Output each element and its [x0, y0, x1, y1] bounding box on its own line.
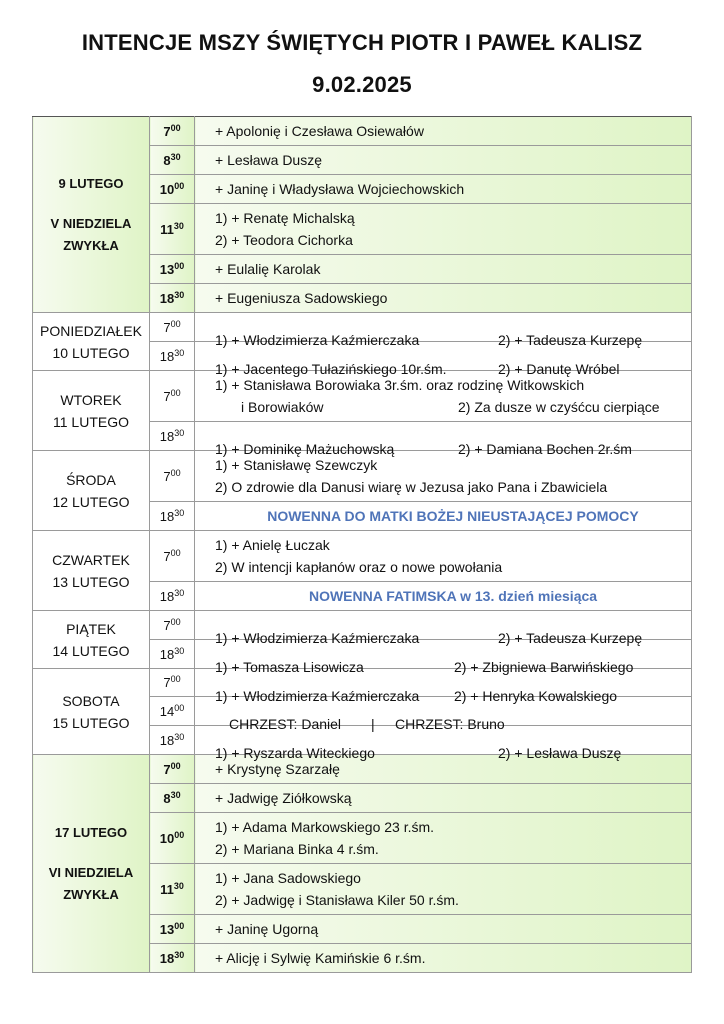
table-row	[33, 371, 692, 422]
intention-cell: + Lesława Duszę	[195, 146, 692, 175]
mass-time: $18^{30}$	[150, 726, 195, 755]
mass-time: $7^{00}$	[150, 451, 195, 502]
day-cell-wednesday: ŚRODA 12 LUTEGO	[33, 451, 150, 531]
table-row	[33, 313, 692, 342]
intention-cell: 1) + Jana Sadowskiego 2) + Jadwigę i Stanisława Kiler 50 r.śm.	[195, 864, 692, 915]
mass-time: $7^{00}$	[150, 313, 195, 342]
intention-cell: + Alicję i Sylwię Kamińskie 6 r.śm.	[195, 944, 692, 973]
novena-cell: NOWENNA FATIMSKA w 13. dzień miesiąca	[195, 582, 692, 611]
mass-time: $10^{00}$	[150, 813, 195, 864]
mass-time: $18^{30}$	[150, 502, 195, 531]
mass-time: $8^{30}$	[150, 146, 195, 175]
intention-cell: 1) + Stanisława Borowiaka 3r.śm. oraz rodzinę Witkowskich i Borowiaków 2) Za dusze w czyśćcu cierpiące	[195, 371, 692, 422]
mass-time: $7^{00}$	[150, 117, 195, 146]
mass-time: $18^{30}$	[150, 582, 195, 611]
table-row	[33, 611, 692, 640]
mass-time: $18^{30}$	[150, 640, 195, 669]
page-date: 9.02.2025	[312, 72, 412, 97]
intention-cell: 1) + Dominikę Mażuchowską 2) + Damiana Bochen 2r.śm	[195, 422, 692, 451]
intention-cell: + Jadwigę Ziółkowską	[195, 784, 692, 813]
mass-time: $14^{00}$	[150, 697, 195, 726]
intention-cell: + Janinę i Władysława Wojciechowskich	[195, 175, 692, 204]
mass-time: $13^{00}$	[150, 255, 195, 284]
intention-cell: 1) + Włodzimierza Kaźmierczaka 2) + Tadeusza Kurzepę	[195, 611, 692, 640]
intention-cell: 1) + Tomasza Lisowicza 2) + Zbigniewa Barwińskiego	[195, 640, 692, 669]
day-cell-sunday-9: 9 LUTEGO V NIEDZIELA ZWYKŁA	[33, 117, 150, 313]
intention-cell: 1) + Ryszarda Witeckiego 2) + Lesława Duszę	[195, 726, 692, 755]
mass-time: $11^{30}$	[150, 864, 195, 915]
mass-time: $7^{00}$	[150, 531, 195, 582]
intention-cell: 1) + Stanisławę Szewczyk 2) O zdrowie dla Danusi wiarę w Jezusa jako Pana i Zbawiciela	[195, 451, 692, 502]
intention-cell: 1) + Włodzimierza Kaźmierczaka 2) + Henryka Kowalskiego	[195, 669, 692, 697]
mass-time: $18^{30}$	[150, 342, 195, 371]
day-cell-friday: PIĄTEK 14 LUTEGO	[33, 611, 150, 669]
mass-time: $11^{30}$	[150, 204, 195, 255]
table-row	[33, 531, 692, 582]
baptism-cell: CHRZEST: Daniel | CHRZEST: Bruno	[195, 697, 692, 726]
day-cell-tuesday: WTOREK 11 LUTEGO	[33, 371, 150, 451]
mass-time: $7^{00}$	[150, 611, 195, 640]
mass-time: $13^{00}$	[150, 915, 195, 944]
day-cell-saturday: SOBOTA 15 LUTEGO	[33, 669, 150, 755]
intention-cell: 1) + Jacentego Tułazińskiego 10r.śm. 2) + Danutę Wróbel	[195, 342, 692, 371]
day-cell-monday: PONIEDZIAŁEK 10 LUTEGO	[33, 313, 150, 371]
day-cell-sunday-17: 17 LUTEGO VI NIEDZIELA ZWYKŁA	[33, 755, 150, 973]
day-cell-thursday: CZWARTEK 13 LUTEGO	[33, 531, 150, 611]
intention-cell: + Eulalię Karolak	[195, 255, 692, 284]
mass-time: $8^{30}$	[150, 784, 195, 813]
intention-cell: 1) + Adama Markowskiego 23 r.śm. 2) + Mariana Binka 4 r.śm.	[195, 813, 692, 864]
mass-time: $18^{30}$	[150, 944, 195, 973]
intention-cell: 1) + Włodzimierza Kaźmierczaka 2) + Tadeusza Kurzepę	[195, 313, 692, 342]
table-row	[33, 117, 692, 146]
page-title: INTENCJE MSZY ŚWIĘTYCH PIOTR I PAWEŁ KALISZ	[81, 30, 643, 55]
mass-time: $7^{00}$	[150, 371, 195, 422]
mass-time: $10^{00}$	[150, 175, 195, 204]
mass-intentions-table	[32, 116, 692, 973]
mass-time: $7^{00}$	[150, 755, 195, 784]
intention-cell: + Janinę Ugorną	[195, 915, 692, 944]
mass-time: $18^{30}$	[150, 284, 195, 313]
intention-cell: + Eugeniusza Sadowskiego	[195, 284, 692, 313]
intention-cell: 1) + Anielę Łuczak 2) W intencji kapłanów oraz o nowe powołania	[195, 531, 692, 582]
table-row	[33, 451, 692, 502]
intention-cell: + Apolonię i Czesława Osiewałów	[195, 117, 692, 146]
novena-cell: NOWENNA DO MATKI BOŻEJ NIEUSTAJĄCEJ POMOCY	[195, 502, 692, 531]
mass-time: $7^{00}$	[150, 669, 195, 697]
mass-time: $18^{30}$	[150, 422, 195, 451]
intention-cell: + Krystynę Szarzałę	[195, 755, 692, 784]
intention-cell: 1) + Renatę Michalską 2) + Teodora Cichorka	[195, 204, 692, 255]
